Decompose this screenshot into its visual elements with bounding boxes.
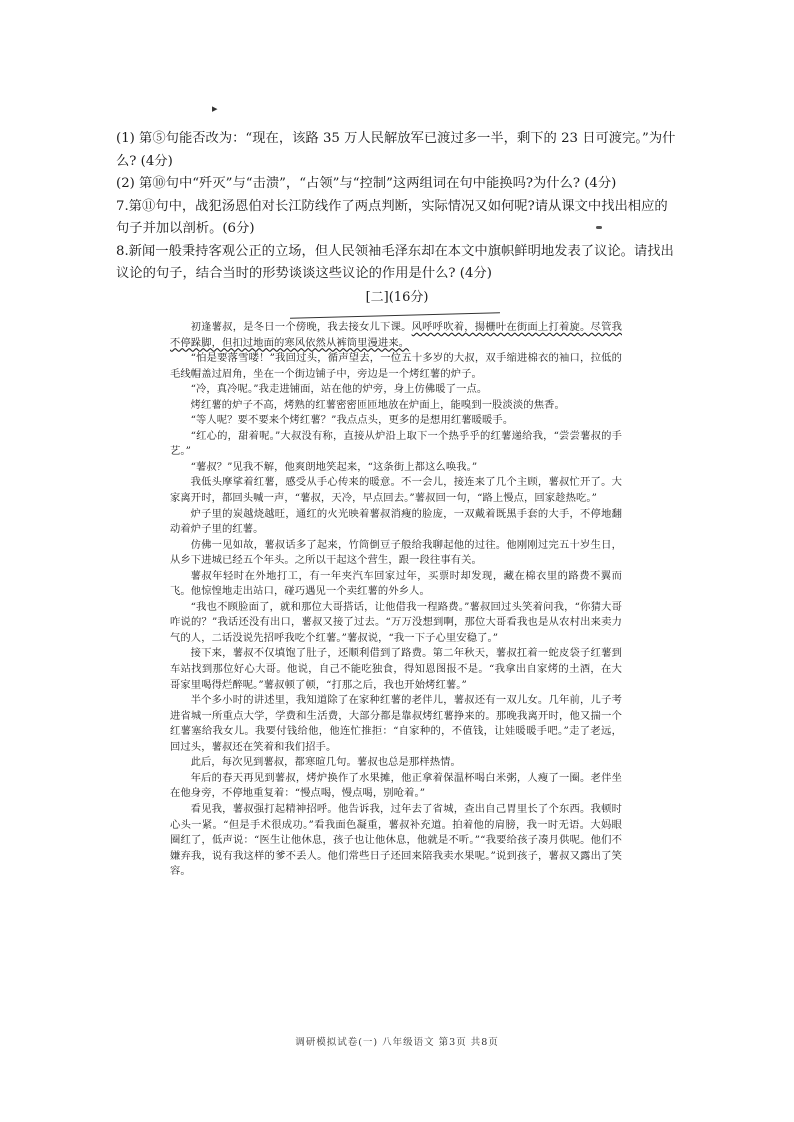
passage-paragraph: 此后，每次见到薯叔，都寒暄几句。薯叔也总是那样热情。 bbox=[190, 756, 461, 769]
passage-paragraph: 我低头摩挲着红薯，感受从手心传来的暖意。不一会儿，接连来了几个主顾，薯叔忙开了。大家离开时，都回头喊一声，“薯叔，天冷，早点回去。”薯叔回一句，“路上慢点，回家趁热吃。” bbox=[170, 476, 622, 505]
question-6-1: (1) 第⑤句能否改为：“现在，该路 35 万人民解放军已渡过多一半，剩下的 23 日可渡完。”为什么? (4分) bbox=[116, 131, 676, 169]
passage-intro-text: 初逢薯叔，是冬日一个傍晚，我去接女儿下课。 bbox=[190, 321, 412, 333]
scan-speck bbox=[596, 226, 602, 229]
page-footer: 调研模拟试卷(一) 八年级语文 第3页 共8页 bbox=[295, 1037, 499, 1048]
question-8: 8.新闻一般秉持客观公正的立场，但人民领袖毛泽东却在本文中旗帜鲜明地发表了议论。请找出议论的句子，结合当时的形势谈谈这些议论的作用是什么? (4分) bbox=[116, 243, 674, 281]
passage-paragraph: 炉子里的炭越烧越旺，通红的火光映着薯叔消瘦的脸庞，一双戴着既黑手套的大手，不停地翻动着炉子里的红薯。 bbox=[170, 507, 622, 536]
passage-paragraph-1 bbox=[170, 320, 622, 351]
passage-paragraph: “我也不顾脸面了，就和那位大哥搭话，让他借我一程路费。”薯叔回过头笑着问我，“你猜大哥咋说的？”我话还没有出口，薯叔又接了过去。“万万没想到啊，那位大哥看我也是从农村出来卖力气的人，二话没说先招呼我吃个红薯。”薯叔说，“我一下子心里安稳了。” bbox=[170, 600, 622, 644]
passage-paragraph: 半个多小时的讲述里，我知道除了在家种红薯的老伴儿，薯叔还有一双儿女。几年前，儿子考进省城一所重点大学，学费和生活费，大部分都是靠叔烤红薯挣来的。那晚我离开时，他又揣一个红薯塞给我女儿。我要付钱给他，他连忙推拒：“自家种的，不值钱，让娃暖暖手吧。”走了老远，回过头，薯叔还在笑着和我们招手。 bbox=[170, 694, 622, 753]
passage-paragraph: “等人呢？要不要来个烤红薯？”我点点头，更多的是想用红薯暖暖手。 bbox=[190, 414, 514, 427]
passage-paragraph: 烤红薯的炉子不高，烤熟的红薯密密匝匝地放在炉面上，能嗅到一股淡淡的焦香。 bbox=[190, 398, 565, 411]
passage-paragraph: “红心的，甜着呢。”大叔没有称，直接从炉沿上取下一个热乎乎的红薯递给我，“尝尝薯叔的手艺。” bbox=[170, 429, 622, 458]
passage-paragraph: 看见我，薯叔强打起精神招呼。他告诉我，过年去了省城，查出自己胃里长了个东西。我顿时心头一紧。“但是手术很成功。”看我面色凝重，薯叔补充道。拍着他的肩膀，我一时无语。大妈眼圈红了，低声说：“医生让他休息，孩子也让他休息，他就是不听。”“我要给孩子凑月供呢。他们不嫌弃我，说有我这样的爹不丢人。他们常些日子还回来陪我卖水果呢。”说到孩子，薯叔又露出了笑容。 bbox=[170, 802, 622, 878]
passage-paragraph: 接下来，薯叔不仅填饱了肚子，还顺利借到了路费。第二年秋天，薯叔扛着一蛇皮袋子红薯到车站找到那位好心大哥。他说，自己不能吃独食，得知恩图报不是。“我拿出自家烤的土酒，在大哥家里喝得烂醉呢。”薯叔顿了顿，“打那之后，我也开始烤红薯。” bbox=[170, 647, 622, 691]
scan-mark: ▸ bbox=[212, 102, 218, 115]
handwritten-line bbox=[290, 312, 500, 318]
section-title: [二](16分) bbox=[365, 290, 429, 305]
passage-paragraph: “怕是要落雪喽！”我回过头，循声望去，一位五十多岁的大叔，双手缩进棉衣的袖口，拉低的毛线帽盖过眉角，坐在一个街边铺子中，旁边是一个烤红薯的炉子。 bbox=[170, 352, 622, 380]
passage-paragraph: 薯叔年轻时在外地打工，有一年夹汽车回家过年，买票时却发现，藏在棉衣里的路费不翼而飞。他惊惶地走出站口，碰巧遇见一个卖红薯的外乡人。 bbox=[170, 569, 622, 598]
question-list bbox=[116, 128, 676, 286]
passage-paragraph: “薯叔？”见我不解，他爽朗地笑起来，“这条街上都这么唤我。” bbox=[190, 460, 478, 473]
question-7: 7.第⑪句中，战犯汤恩伯对长江防线作了两点判断，实际情况又如何呢?请从课文中找出相应的句子并加以剖析。(6分) bbox=[116, 198, 668, 236]
passage-paragraph: 年后的春天再见到薯叔，烤炉换作了水果摊，他正拿着保温杯喝白米粥，人瘦了一圈。老伴坐在他身旁，不停地重复着：“慢点喝，慢点喝，别呛着。” bbox=[170, 771, 622, 800]
passage-paragraph: “冷，真冷呢。”我走进铺面，站在他的炉旁，身上仿佛暖了一点。 bbox=[190, 383, 488, 396]
passage-paragraph: 仿佛一见如故，薯叔话多了起来，竹筒倒豆子般给我聊起他的过往。他刚刚过完五十岁生日，从乡下进城已经五个年头。之所以干起这个营生，跟一段往事有关。 bbox=[170, 538, 622, 567]
underlined-sentence: 风呼呼吹着，揚栅叶在街面上打着旋。尽管我不停跺脚，但扣过地面的寒风依然从裤筒里漫进来。 bbox=[170, 321, 622, 349]
reading-passage bbox=[170, 320, 622, 880]
question-6-2: (2) 第⑩句中“歼灭”与“击溃”，“占领”与“控制”这两组词在句中能换吗?为什么? (4分) bbox=[116, 176, 617, 191]
